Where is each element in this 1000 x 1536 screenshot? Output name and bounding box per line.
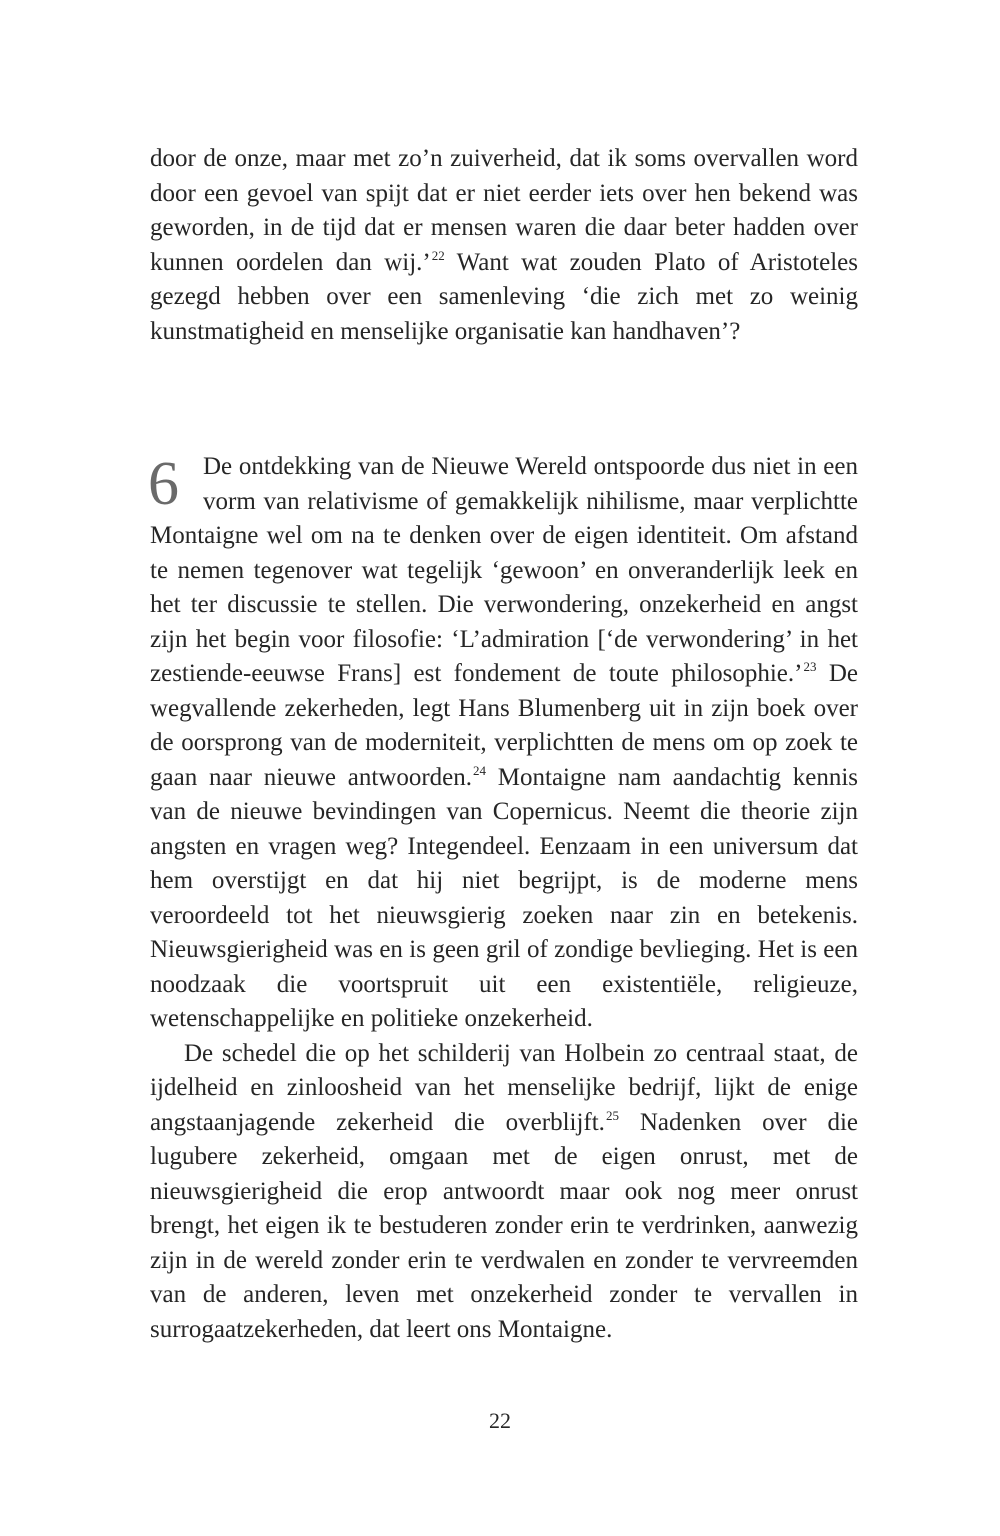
footnote-ref-25[interactable]: 25 <box>605 1107 619 1123</box>
para1-text-2: De wegvallende zekerheden, legt Hans Blumenberg uit in zijn boek over de oorsprong van de moderniteit, verplichtten de mens om op zoek te gaan naar nieuwe antwoorden. <box>150 660 858 791</box>
para1-text-3: Montaigne nam aandachtig kennis van de nieuwe bevindingen van Copernicus. Neemt die theorie zijn angsten en vragen weg? Integendeel. Eenzaam in een universum dat hem overstijgt en dat hij niet begrijpt, is de moderne mens veroordeeld tot het nieuwsgierig zoeken naar zin en betekenis. Nieuwsgierigheid was en is geen gril of zondige bevlieging. Het is een noodzaak die voortspruit uit een existentiële, religieuze, wetenschappelijke en politieke onzekerheid. <box>150 763 859 1032</box>
continuation-text-2: Want wat zouden Plato of Aristoteles gezegd hebben over een samenleving ‘die zich met zo weinig kunstmatigheid en menselijke organisatie kan handhaven’? <box>150 248 858 345</box>
section-paragraph-1 <box>150 450 858 1037</box>
footnote-ref-23[interactable]: 23 <box>803 659 817 674</box>
section-paragraph-2 <box>150 1037 858 1348</box>
continuation-paragraph <box>150 142 858 349</box>
footnote-ref-22[interactable]: 22 <box>431 247 445 263</box>
page-number: 22 <box>489 1408 511 1433</box>
section-number: 6 <box>148 450 179 518</box>
footnote-ref-24[interactable]: 24 <box>473 762 486 778</box>
para1-text-1: De ontdekking van de Nieuwe Wereld ontspoorde dus niet in een vorm van relativisme of gemakkelijk nihilisme, maar verplichtte Montaigne wel om na te denken over de eigen identiteit. Om afstand te nemen tegenover wat tegelijk ‘gewoon’ en onveranderlijk leek en het ter discussie te stellen. Die verwondering, onzekerheid en angst zijn het begin voor filosofie: ‘L’admiration [‘de verwondering’ in het zestiende-eeuwse Frans] est fondement de toute philosophie.’ <box>150 453 858 687</box>
para2-text-2: Nadenken over die lugubere zekerheid, omgaan met de eigen onrust, met de nieuwsgierigheid die erop antwoordt maar ook nog meer onrust brengt, het eigen ik te bestuderen zonder erin te verdrinken, aanwezig zijn in de wereld zonder erin te verdwalen en zonder te vervreemden van de anderen, leven met onzekerheid zonder te vervallen in surrogaatzekerheden, dat leert ons Montaigne. <box>150 1108 858 1343</box>
para2-text-1: De schedel die op het schilderij van Holbein zo centraal staat, de ijdelheid en zinloosheid van het menselijke bedrijf, lijkt de enige angstaanjagende zekerheid die overblijft. <box>150 1039 858 1136</box>
continuation-text-1: door de onze, maar met zo’n zuiverheid, dat ik soms overvallen word door een gevoel van spijt dat er niet eerder iets over hen bekend was geworden, in de tijd dat er mensen waren die daar beter hadden over kunnen oordelen dan wij.’ <box>150 145 858 276</box>
section-6 <box>150 450 858 1347</box>
continuation-text <box>150 142 858 349</box>
